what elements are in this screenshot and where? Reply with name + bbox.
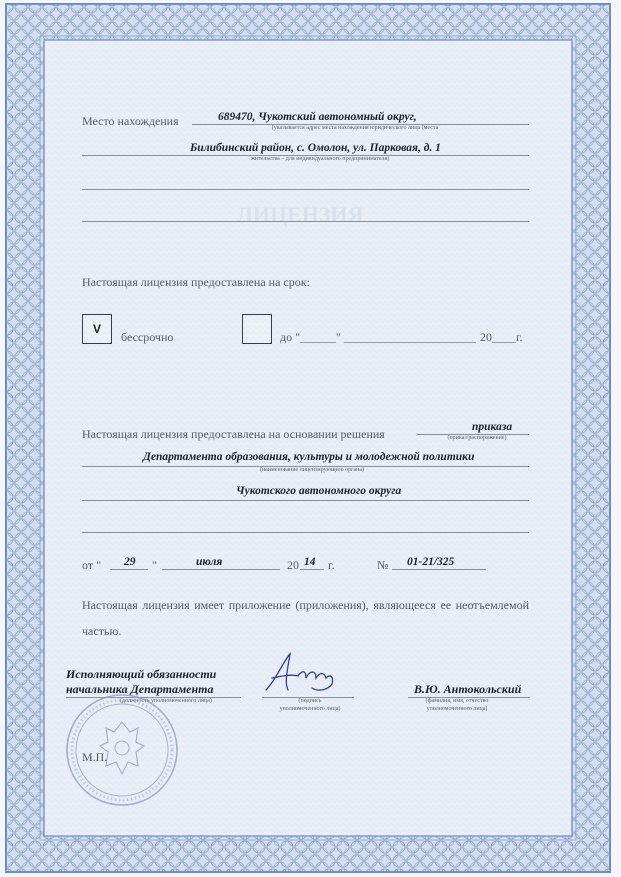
date-day: 29 [124, 556, 136, 568]
basis-label: Настоящая лицензия предоставлена на основании решения [82, 427, 385, 441]
svg-text:ЛИЦЕНЗИЯ: ЛИЦЕНЗИЯ [236, 202, 364, 227]
signatory-position-1: Исполняющий обязанности [66, 667, 217, 681]
date-year-suffix: 14 [304, 556, 316, 568]
location-line-2: Билибинский район, с. Омолон, ул. Парковая, д. 1 [190, 142, 441, 154]
authority-line-1: Департамента образования, культуры и молодежной политики [143, 451, 475, 463]
signatory-name: В.Ю. Антокольский [414, 682, 522, 696]
authority-hint: (наименование лицензирующего органа) [259, 467, 365, 473]
until-checkbox[interactable] [242, 314, 272, 344]
unlimited-checkbox[interactable]: V [82, 314, 112, 344]
location-line-1: 689470, Чукотский автономный округ, [218, 111, 417, 123]
location-hint-1: (указывается адрес места нахождения юридического лица (места [271, 125, 439, 131]
name-hint-2: уполномоченного лица) [426, 706, 488, 712]
name-hint-1: (фамилия, имя, отчество [425, 698, 489, 704]
authority-line-2: Чукотского автономного округа [236, 485, 402, 497]
date-quote-close: " [152, 558, 157, 572]
term-label: Настоящая лицензия предоставлена на срок: [82, 275, 310, 289]
location-hint-2: жительства – для индивидуального предпринимателя) [250, 156, 390, 162]
appendix-text: Настоящая лицензия имеет приложение (приложения), являющееся ее неотъемлемой частью. [82, 598, 529, 638]
unlimited-label: бессрочно [121, 330, 174, 344]
stamp-place-label: М.П. [82, 750, 108, 764]
date-month: июля [196, 556, 223, 568]
number-label: № [377, 558, 389, 572]
signatory-position-2: начальника Департамента [66, 682, 214, 696]
license-number: 01-21/325 [407, 556, 455, 568]
position-hint: (должность уполномоченного лица) [120, 698, 212, 704]
date-prefix: от " [82, 558, 101, 572]
date-year-prefix: 20 [287, 558, 299, 572]
sign-hint-1: (подпись [298, 698, 322, 704]
location-label: Место нахождения [82, 114, 179, 128]
handwritten-signature [258, 650, 342, 700]
basis-type-value: приказа [472, 421, 513, 433]
date-year-unit: г. [328, 558, 335, 572]
until-date-field: до "______" ______________________ [280, 330, 476, 344]
basis-type-hint: (приказ/распоряжение) [447, 435, 507, 441]
sign-hint-2: уполномоченного лица) [279, 706, 341, 712]
until-year-field: 20____г. [480, 330, 523, 344]
